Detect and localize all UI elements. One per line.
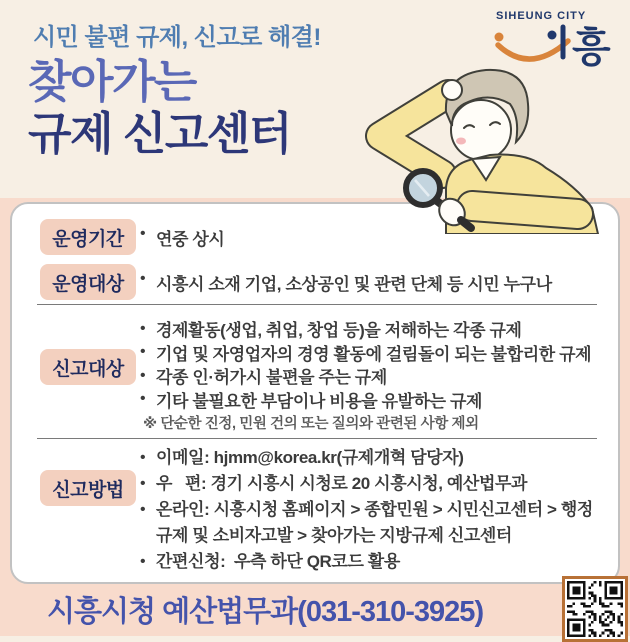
bullet-text: 시흥시 소재 기업, 소상공인 및 관련 단체 등 시민 누구나	[156, 274, 552, 294]
footer-contact: 시흥시청 예산법무과(031-310-3925)	[47, 596, 484, 628]
bullet-text: 온라인: 시흥시청 홈페이지 > 종합민원 > 시민신고센터 > 행정규제 및 소비자고발 > 찾아가는 지방규제 신고센터	[156, 500, 593, 545]
section-label-target: 운영대상	[40, 264, 136, 300]
bullet-item	[140, 445, 606, 471]
page-title	[28, 56, 291, 160]
bullet-dot: •	[140, 343, 146, 361]
report-target-list	[140, 317, 591, 411]
bullet-item	[140, 388, 591, 412]
bullet-text: 간편신청: 우측 하단 QR코드 활용	[156, 552, 400, 571]
bullet-text: 이메일: hjmm@korea.kr(규제개혁 담당자)	[156, 448, 464, 467]
bullet-text: 경제활동(생업, 취업, 창업 등)을 저해하는 각종 규제	[156, 321, 522, 341]
bullet-item	[140, 225, 224, 250]
forearm	[472, 206, 578, 214]
bullet-dot: •	[140, 366, 146, 384]
bullet-dot: •	[140, 319, 146, 337]
qr-code-pattern	[567, 581, 623, 637]
person-with-magnifier-illustration	[340, 56, 630, 234]
bullet-dot: •	[140, 269, 146, 287]
bullet-text: 기타 불필요한 부담이나 비용을 유발하는 규제	[156, 391, 483, 411]
section-label-report-method: 신고방법	[40, 470, 136, 506]
bullet-item	[140, 317, 591, 341]
divider	[37, 438, 597, 439]
face	[451, 100, 511, 160]
bullet-dot: •	[140, 390, 146, 408]
bullet-item	[140, 341, 591, 365]
bullet-dot: •	[140, 224, 146, 242]
title-line2: 규제 신고센터	[28, 108, 291, 159]
section-label-period: 운영기간	[40, 219, 136, 255]
bullet-dot: •	[140, 501, 146, 518]
bullet-dot: •	[140, 475, 146, 492]
bullet-text: 연중 상시	[156, 229, 225, 249]
bullet-text: 각종 인·허가시 불편을 주는 규제	[156, 368, 387, 388]
logo-glyph: 흥	[572, 26, 611, 70]
logo-city-name: SIHEUNG CITY	[496, 10, 587, 22]
bullet-item	[140, 270, 552, 295]
report-target-note: ※ 단순한 진정, 민원 건의 또는 질의와 관련된 사항 제외	[143, 416, 479, 432]
bullet-dot: •	[140, 449, 146, 466]
period-content	[140, 219, 224, 255]
qr-code	[562, 576, 628, 642]
bullet-item	[140, 471, 606, 497]
info-card	[10, 202, 620, 584]
slogan: 시민 불편 규제, 신고로 해결!	[33, 24, 321, 51]
bullet-text: 우 편: 경기 시흥시 시청로 20 시흥시청, 예산법무과	[156, 474, 528, 493]
report-method-list	[140, 445, 606, 575]
target-content	[140, 264, 552, 300]
bullet-item	[140, 549, 606, 575]
hand-forehead	[442, 80, 462, 100]
section-label-report-target: 신고대상	[40, 349, 136, 385]
bullet-dot: •	[140, 553, 146, 570]
title-line1: 찾아가는	[28, 56, 196, 107]
siheung-city-logo	[488, 10, 628, 72]
bullet-text: 기업 및 자영업자의 경영 활동에 걸림돌이 되는 불합리한 규제	[156, 344, 592, 364]
raised-arm	[380, 94, 448, 174]
bullet-item	[140, 364, 591, 388]
bullet-item	[140, 497, 606, 549]
divider	[37, 304, 597, 305]
smile-logo-icon	[488, 23, 628, 73]
blush	[456, 138, 466, 145]
